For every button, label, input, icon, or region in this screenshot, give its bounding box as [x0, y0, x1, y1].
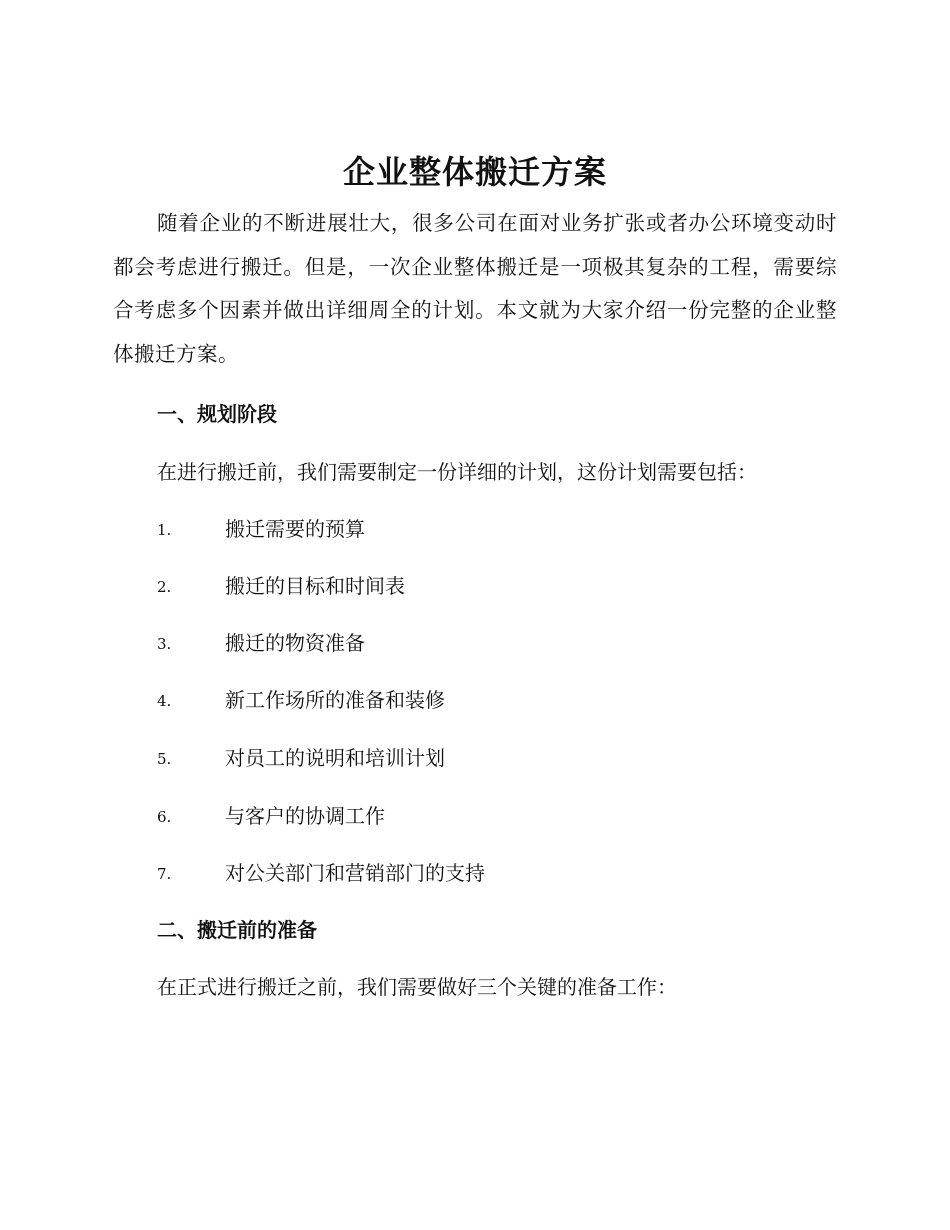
list-text: 对员工的说明和培训计划 [225, 746, 445, 770]
list-item [157, 801, 757, 831]
section-paragraph-planning: 在进行搬迁前，我们需要制定一份详细的计划，这份计划需要包括： [157, 460, 757, 484]
list-text: 对公关部门和营销部门的支持 [225, 861, 485, 885]
list-number: 2. [157, 578, 172, 596]
list-item [157, 685, 757, 715]
list-number: 6. [157, 808, 172, 826]
list-text: 搬迁的物资准备 [225, 631, 365, 655]
list-item [157, 858, 757, 888]
list-number: 7. [157, 865, 172, 883]
list-text: 搬迁的目标和时间表 [225, 574, 405, 598]
list-number: 4. [157, 692, 172, 710]
list-item [157, 743, 757, 773]
intro-paragraph: 随着企业的不断进展壮大，很多公司在面对业务扩张或者办公环境变动时都会考虑进行搬迁。但是，一次企业整体搬迁是一项极其复杂的工程，需要综合考虑多个因素并做出详细周全的计划。本文就为大家介绍一份完整的企业整体搬迁方案。 [113, 211, 837, 366]
section-heading-preparation: 二、搬迁前的准备 [157, 918, 317, 942]
list-number: 5. [157, 750, 172, 768]
section-paragraph-preparation: 在正式进行搬迁之前，我们需要做好三个关键的准备工作： [157, 975, 677, 999]
section-heading-planning: 一、规划阶段 [157, 402, 277, 426]
list-text: 与客户的协调工作 [225, 804, 385, 828]
list-text: 新工作场所的准备和装修 [225, 688, 445, 712]
list-number: 1. [157, 521, 172, 539]
document-title: 企业整体搬迁方案 [342, 153, 607, 191]
list-number: 3. [157, 635, 172, 653]
list-text: 搬迁需要的预算 [225, 517, 365, 541]
list-item [157, 571, 757, 601]
list-item [157, 628, 757, 658]
list-item [157, 514, 757, 544]
